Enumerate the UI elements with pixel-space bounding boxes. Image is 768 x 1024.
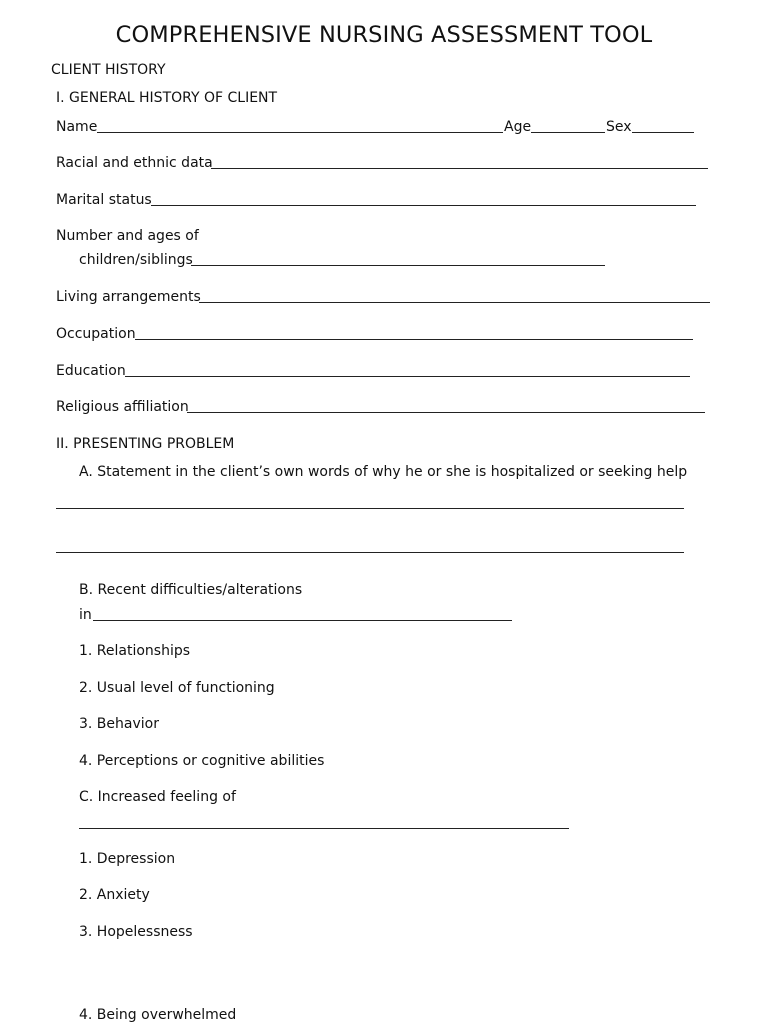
living-label: Living arrangements — [56, 289, 201, 305]
increased-feeling-label: C. Increased feeling of — [79, 789, 236, 805]
list-item: 2. Usual level of functioning — [79, 680, 275, 696]
list-item: 1. Depression — [79, 851, 176, 867]
list-item: 4. Being overwhelmed — [79, 1007, 237, 1023]
statement-prompt: A. Statement in the client’s own words of why he or she is hospitalized or seeking help — [79, 464, 688, 480]
difficulties-label-line1: B. Recent difficulties/alterations — [79, 582, 303, 598]
client-history-heading: CLIENT HISTORY — [51, 62, 166, 78]
religious-field[interactable] — [187, 412, 705, 413]
name-label: Name — [56, 119, 98, 135]
list-item: 1. Relationships — [79, 643, 191, 659]
name-field[interactable] — [97, 132, 503, 133]
presenting-problem-heading: II. PRESENTING PROBLEM — [56, 436, 235, 452]
document-title: COMPREHENSIVE NURSING ASSESSMENT TOOL — [115, 22, 653, 48]
religious-label: Religious affiliation — [56, 399, 189, 415]
sex-label: Sex — [606, 119, 632, 135]
racial-field[interactable] — [211, 168, 708, 169]
occupation-label: Occupation — [56, 326, 136, 342]
marital-field[interactable] — [151, 205, 696, 206]
education-field[interactable] — [125, 376, 690, 377]
marital-label: Marital status — [56, 192, 152, 208]
increased-feeling-field[interactable] — [79, 828, 569, 829]
racial-label: Racial and ethnic data — [56, 155, 213, 171]
list-item: 2. Anxiety — [79, 887, 150, 903]
difficulties-label-line2: in — [79, 607, 92, 623]
difficulties-field[interactable] — [93, 620, 512, 621]
occupation-field[interactable] — [135, 339, 693, 340]
sex-field[interactable] — [632, 132, 694, 133]
statement-field-line2[interactable] — [56, 552, 684, 553]
list-item: 3. Behavior — [79, 716, 159, 732]
general-history-heading: I. GENERAL HISTORY OF CLIENT — [56, 90, 278, 106]
children-field[interactable] — [191, 265, 605, 266]
age-field[interactable] — [531, 132, 605, 133]
statement-field-line1[interactable] — [56, 508, 684, 509]
living-field[interactable] — [199, 302, 710, 303]
children-label-line1: Number and ages of — [56, 228, 199, 244]
list-item: 3. Hopelessness — [79, 924, 193, 940]
children-label-line2: children/siblings — [79, 252, 193, 268]
list-item: 4. Perceptions or cognitive abilities — [79, 753, 325, 769]
age-label: Age — [504, 119, 532, 135]
education-label: Education — [56, 363, 126, 379]
